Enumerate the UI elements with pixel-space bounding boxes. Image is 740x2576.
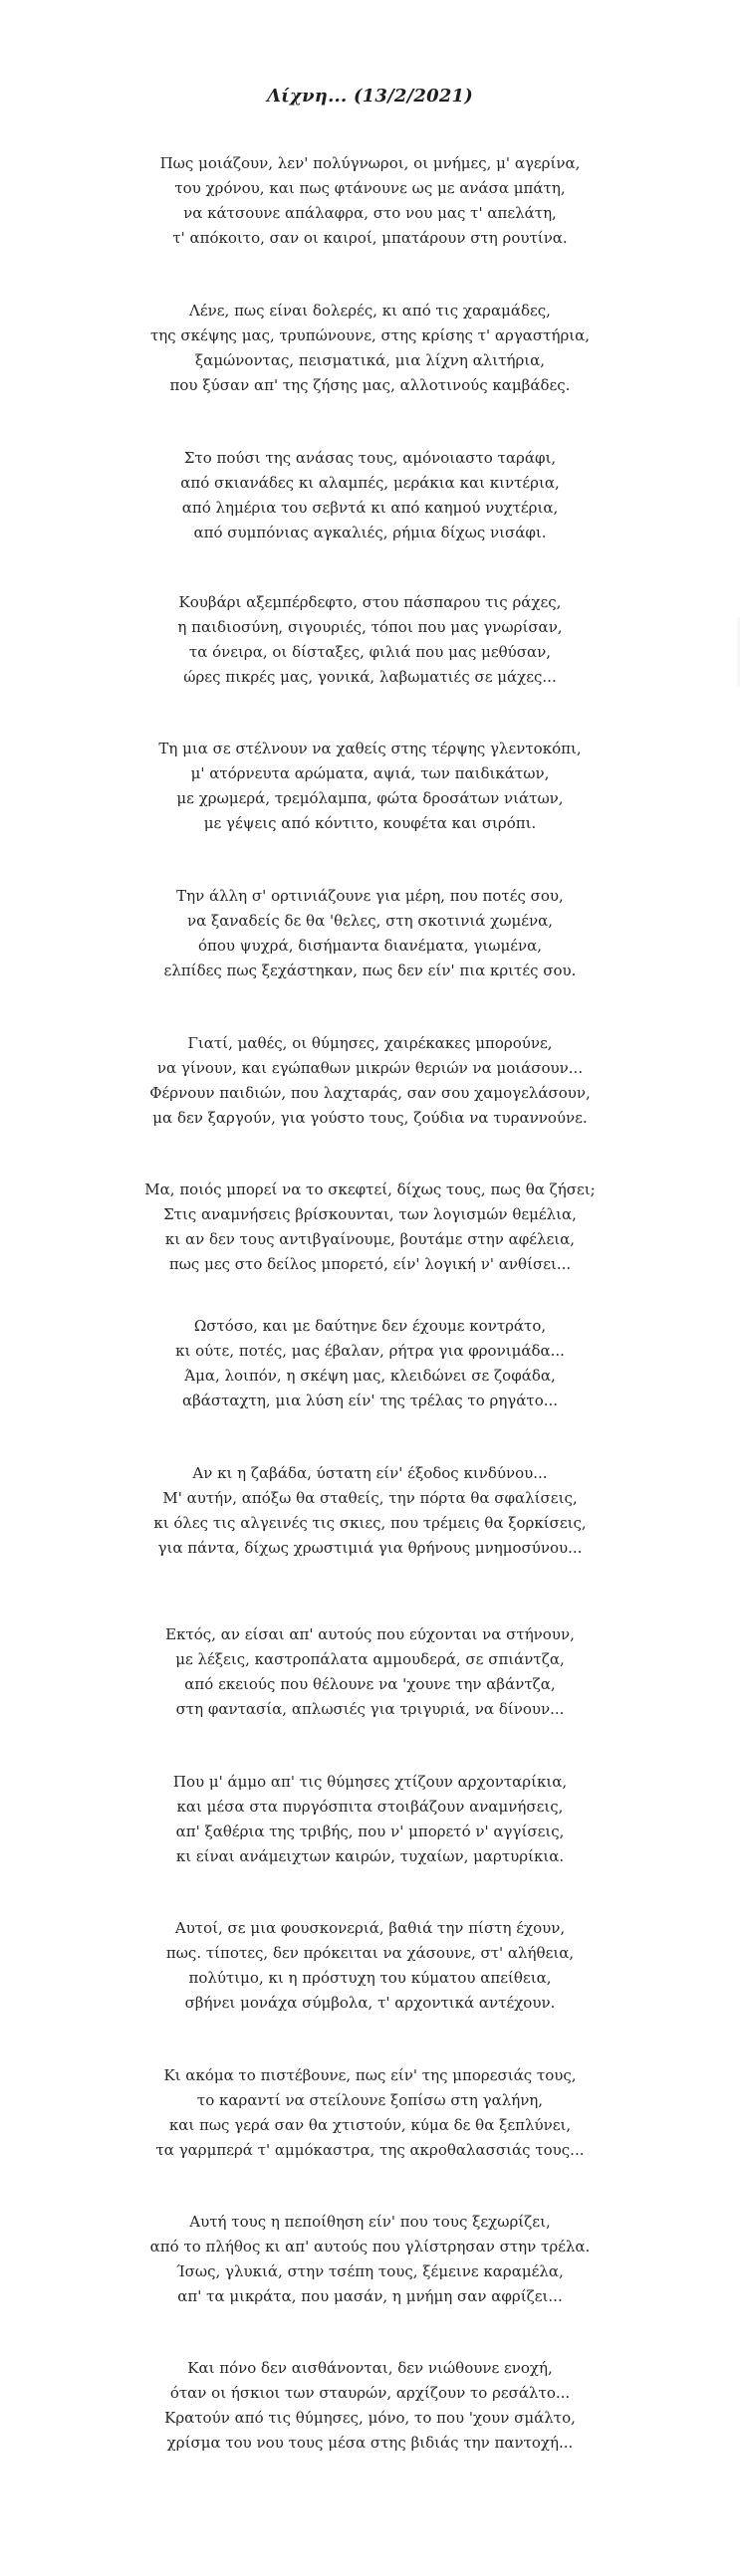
- poem-line: της σκέψης μας, τρυπώνουνε, στης κρίσης τ' αργαστήρια,: [149, 326, 591, 344]
- poem-line: Και πόνο δεν αισθάνονται, δεν νιώθουνε ενοχή,: [187, 2359, 553, 2377]
- poem-line: να κάτσουνε απάλαφρα, στο νου μας τ' απελάτη,: [183, 204, 557, 222]
- poem-stanza: [0, 446, 740, 545]
- poem-line: μα δεν ξαργούν, για γούστο τους, ζούδια να τυραννούνε.: [152, 1109, 588, 1127]
- poem-line: τα όνειρα, οι δίσταξες, φιλιά που μας μεθύσαν,: [188, 643, 552, 661]
- poem-line: απ' τα μικράτα, που μασάν, η μνήμη σαν αφρίζει...: [177, 2287, 563, 2305]
- poem-title: Λίχνη... (13/2/2021): [266, 86, 473, 107]
- poem-line: κι ούτε, ποτές, μας έβαλαν, ρήτρα για φρονιμάδα...: [175, 1342, 565, 1360]
- poem-line: Φέρνουν παιδιών, που λαχταράς, σαν σου χαμογελάσουν,: [149, 1084, 591, 1102]
- poem-line: τα γαρμπερά τ' αμμόκαστρα, της ακροθαλασσιάς τους...: [155, 2141, 585, 2159]
- poem-stanza: [0, 1770, 740, 1869]
- poem-line: τ' απόκοιτο, σαν οι καιροί, μπατάρουν στη ρουτίνα.: [172, 229, 568, 247]
- poem-line: από σκιανάδες κι αλαμπές, μεράκια και κιντέρια,: [180, 474, 560, 492]
- poem-stanza: [0, 1178, 740, 1277]
- poem-line: όταν οι ήσκιοι των σταυρών, αρχίζουν το ρεσάλτο...: [169, 2384, 571, 2402]
- poem-line: Λένε, πως είναι δολερές, κι από τις χαραμάδες,: [189, 302, 551, 320]
- poem-line: απ' ξαθέρια της τριβής, που ν' μπορετό ν' αγγίσεις,: [175, 1823, 565, 1840]
- poem-line: Στο πούσι της ανάσας τους, αμόνοιαστο ταράφι,: [183, 449, 557, 467]
- poem-stanza: [0, 737, 740, 836]
- scrollbar-edge: [736, 617, 740, 687]
- poem-line: που ξύσαν απ' της ζήσης μας, αλλοτινούς καμβάδες.: [169, 376, 571, 394]
- poem-line: με γέψεις από κόντιτο, κουφέτα και σιρόπι.: [203, 814, 537, 832]
- poem-stanza: [0, 884, 740, 983]
- poem-line: και μέσα στα πυργόσπιτα στοιβάζουν αναμνήσεις,: [176, 1798, 564, 1816]
- poem-line: από το πλήθος κι απ' αυτούς που γλίστρησαν στην τρέλα.: [149, 2238, 591, 2255]
- poem-line: πως. τίποτες, δεν πρόκειται να χάσουνε, στ' αλήθεια,: [165, 1944, 575, 1962]
- poem-stanza: [0, 590, 740, 690]
- poem-line: να ξαναδείς δε θα 'θελες, στη σκοτινιά χωμένα,: [186, 912, 554, 930]
- poem-line: Μα, ποιός μπορεί να το σκεφτεί, δίχως τους, πως θα ζήσει;: [144, 1181, 596, 1198]
- poem-line: Ίσως, γλυκιά, στην τσέπη τους, ξέμεινε καραμέλα,: [176, 2262, 564, 2280]
- poem-line: Κι ακόμα το πιστέβουνε, πως είν' της μπορεσιάς τους,: [163, 2066, 577, 2084]
- poem-line: όπου ψυχρά, δισήμαντα διανέματα, γιωμένα,: [198, 937, 542, 955]
- poem-line: από εκειούς που θέλουνε να 'χουνε την αβάντζα,: [184, 1675, 556, 1693]
- poem-line: Αυτή τους η πεποίθηση είν' που τους ξεχωρίζει,: [189, 2213, 551, 2231]
- poem-line: Αν κι η ζαβάδα, ύστατη είν' έξοδος κινδύνου...: [192, 1464, 548, 1482]
- poem-line: ελπίδες πως ξεχάστηκαν, πως δεν είν' πια κριτές σου.: [163, 962, 577, 979]
- poem-stanza: [0, 1916, 740, 2016]
- poem-line: ξαμώνοντας, πεισματικά, μια λίχνη αλιτήρια,: [194, 351, 546, 369]
- poem-line: Μ' αυτήν, απόξω θα σταθείς, την πόρτα θα σφαλίσεις,: [162, 1489, 578, 1507]
- poem-line: του χρόνου, και πως φτάνουνε ως με ανάσα μπάτη,: [174, 179, 566, 197]
- poem-line: σβήνει μονάχα σύμβολα, τ' αρχοντικά αντέχουν.: [184, 1994, 556, 2012]
- poem-line: το καραντί να στείλουνε ξοπίσω στη γαλήνη,: [196, 2091, 544, 2109]
- poem-stanza: [0, 151, 740, 251]
- poem-line: και πως γερά σαν θα χτιστούν, κύμα δε θα ξεπλύνει,: [168, 2116, 572, 2134]
- poem-line: Κουβάρι αξεμπέρδεφτο, στου πάσπαρου τις ράχες,: [178, 593, 562, 611]
- poem-line: Στις αναμνήσεις βρίσκουνται, των λογισμών θεμέλια,: [163, 1205, 577, 1223]
- poem-stanza: [0, 1622, 740, 1722]
- poem-line: στη φαντασία, απλωσιές για τριγυριά, να δίνουν...: [175, 1700, 565, 1718]
- poem-line: πως μες στο δείλος μπορετό, είν' λογική ν' ανθίσει...: [168, 1255, 572, 1273]
- poem-line: Που μ' άμμο απ' τις θύμησες χτίζουν αρχονταρίκια,: [172, 1773, 568, 1791]
- poem-line: Αυτοί, σε μια φουσκονεριά, βαθιά την πίστη έχουν,: [174, 1919, 566, 1937]
- poem-stanza: [0, 2356, 740, 2456]
- poem-line: με λέξεις, καστροπάλατα αμμουδερά, σε σπιάντζα,: [175, 1650, 565, 1668]
- poem-line: Γιατί, μαθές, οι θύμησες, χαιρέκακες μπορούνε,: [187, 1034, 553, 1052]
- poem-line: από λημέρια του σεβντά κι από καημού νυχτέρια,: [181, 499, 559, 517]
- poem-stanza: [0, 1031, 740, 1131]
- poem-line: Κρατούν από τις θύμησες, μόνο, το που 'χουν σμάλτο,: [164, 2409, 576, 2427]
- poem-line: η παιδιοσύνη, σιγουριές, τόποι που μας γνωρίσαν,: [177, 618, 563, 636]
- poem-line: Τη μια σε στέλνουν να χαθείς στης τέρψης γλεντοκόπι,: [158, 740, 582, 757]
- poem-line: μ' ατόρνευτα αρώματα, αψιά, των παιδικάτων,: [190, 764, 550, 782]
- poem-line: από συμπόνιας αγκαλιές, ρήμια δίχως νισάφι.: [193, 524, 547, 541]
- poem-line: πολύτιμο, κι η πρόστυχη του κύματου απείθεια,: [188, 1969, 552, 1987]
- poem-line: ώρες πικρές μας, γονικά, λαβωματιές σε μάχες...: [183, 668, 557, 686]
- poem-stanza: [0, 2210, 740, 2309]
- poem-line: για πάντα, δίχως χρωστιμιά για θρήνους μνημοσύνου...: [157, 1539, 583, 1557]
- poem-stanza: [0, 1314, 740, 1413]
- poem-line: Εκτός, αν είσαι απ' αυτούς που εύχονται να στήνουν,: [165, 1625, 575, 1643]
- poem-line: Άμα, λοιπόν, η σκέψη μας, κλειδώνει σε ζοφάδα,: [184, 1367, 556, 1385]
- poem-stanza: [0, 299, 740, 398]
- poem-line: να γίνουν, και εγώπαθων μικρών θεριών να μοιάσουν...: [156, 1059, 584, 1077]
- poem-line: κι αν δεν τους αντιβγαίνουμε, βουτάμε στην αφέλεια,: [164, 1230, 576, 1248]
- poem-line: κι όλες τις αλγεινές τις σκιες, που τρέμεις θα ξορκίσεις,: [153, 1514, 587, 1532]
- poem-line: κι είναι ανάμειχτων καιρών, τυχαίων, μαρτυρίκια.: [175, 1847, 565, 1865]
- poem-line: χρίσμα του νου τους μέσα στης βιδιάς την παντοχή...: [166, 2434, 574, 2452]
- poem-line: Ωστόσο, και με δαύτηνε δεν έχουμε κοντράτο,: [193, 1317, 547, 1335]
- poem-line: αβάσταχτη, μια λύση είν' της τρέλας το ρηγάτο...: [181, 1392, 559, 1409]
- poem-stanza: [0, 2063, 740, 2163]
- poem-line: με χρωμερά, τρεμόλαμπα, φώτα δροσάτων νιάτων,: [176, 789, 564, 807]
- poem-stanza: [0, 1461, 740, 1561]
- poem-line: Την άλλη σ' ορτινιάζουνε για μέρη, που ποτές σου,: [176, 887, 564, 905]
- poem-line: Πως μοιάζουν, λεν' πολύγνωροι, οι μνήμες, μ' αγερίνα,: [159, 154, 581, 172]
